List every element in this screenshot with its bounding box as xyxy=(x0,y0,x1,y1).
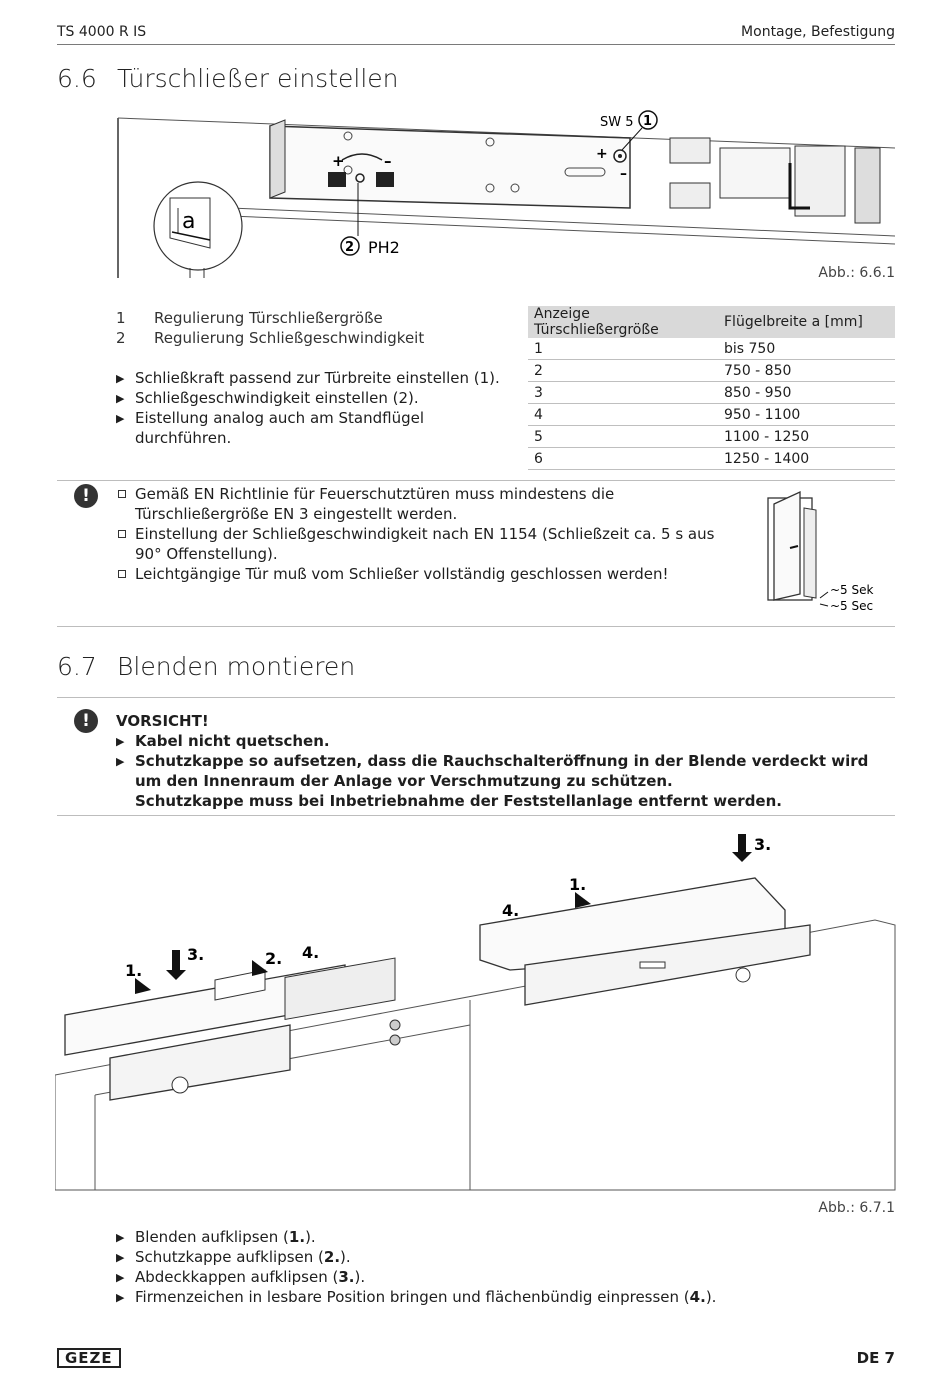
step-item: ▶ Blenden aufklipsen (1.). xyxy=(116,1227,886,1247)
step-label-1-left: 1. xyxy=(125,961,143,980)
minus-plus-left: + xyxy=(332,152,345,170)
notice-bottom-rule xyxy=(57,626,895,627)
step-item: ▶ Schließgeschwindigkeit einstellen (2). xyxy=(116,388,516,408)
notice-item: Gemäß EN Richtlinie für Feuerschutztüren muss mindestens die Türschließergröße EN 3 eingestellt werden. xyxy=(116,484,716,524)
geze-logo: GEZE xyxy=(57,1348,121,1368)
table-row: 4 950 - 1100 xyxy=(528,404,895,426)
notice-list xyxy=(116,484,716,584)
door-time-en: ~5 Sec xyxy=(830,599,874,613)
table-row: 6 1250 - 1400 xyxy=(528,448,895,470)
step-item: ▶ Abdeckkappen aufklipsen (3.). xyxy=(116,1267,886,1287)
callout-2: 2 xyxy=(345,240,355,255)
page-number: DE 7 xyxy=(856,1349,895,1367)
legend-item: 1 Regulierung Türschließergröße xyxy=(116,309,383,327)
table-row: 1 bis 750 xyxy=(528,338,895,360)
callout-1: 1 xyxy=(643,114,653,129)
width-a-label: a xyxy=(182,209,196,234)
notice-item: Einstellung der Schließgeschwindigkeit nach EN 1154 (Schließzeit ca. 5 s aus 90° Offenstellung). xyxy=(116,524,716,564)
notice-item: Leichtgängige Tür muß vom Schließer vollständig geschlossen werden! xyxy=(116,564,716,584)
notice-top-rule xyxy=(57,480,895,481)
warning-icon: ! xyxy=(74,484,98,508)
step-item: ▶ Schutzkappe aufklipsen (2.). xyxy=(116,1247,886,1267)
section-67-steps xyxy=(116,1227,886,1307)
sw5-label: SW 5 xyxy=(600,115,634,130)
section-66-title xyxy=(57,64,399,93)
warning-icon: ! xyxy=(74,709,98,733)
table-row: 2 750 - 850 xyxy=(528,360,895,382)
section-67-number: 6.7 xyxy=(57,652,97,681)
caution-title: VORSICHT! xyxy=(116,712,209,730)
figure-671-caption: Abb.: 6.7.1 xyxy=(818,1200,895,1216)
size-plus: + xyxy=(596,146,608,162)
step-item: ▶ Schließkraft passend zur Türbreite einstellen (1). xyxy=(116,368,516,388)
closer-size-table xyxy=(528,306,895,470)
section-66-number: 6.6 xyxy=(57,64,97,93)
header-chapter: Montage, Befestigung xyxy=(741,24,895,40)
door-closing-figure xyxy=(760,488,890,616)
ph2-label: PH2 xyxy=(368,238,400,257)
caution-top-rule xyxy=(57,697,895,698)
step-label-1-right: 1. xyxy=(569,875,587,894)
header-rule xyxy=(57,44,895,45)
header-doc-title: TS 4000 R IS xyxy=(57,24,147,40)
closer-adjustment-figure xyxy=(110,108,900,283)
table-header: Flügelbreite a [mm] xyxy=(718,306,895,338)
step-item: ▶ Firmenzeichen in lesbare Position bringen und flächenbündig einpressen (4.). xyxy=(116,1287,886,1307)
legend-item: 2 Regulierung Schließgeschwindigkeit xyxy=(116,329,425,347)
caution-item: ▶ Schutzkappe so aufsetzen, dass die Rauchschalteröffnung in der Blende verdeckt wird um den Innenraum der Anlage vor Verschmutzung zu schützen. xyxy=(116,751,891,791)
door-time-de: ~5 Sek xyxy=(830,583,874,597)
cover-mounting-figure xyxy=(55,830,900,1200)
figure-661-caption: Abb.: 6.6.1 xyxy=(818,265,895,281)
step-label-4-right: 4. xyxy=(502,901,520,920)
step-item: ▶ Eistellung analog auch am Standflügel durchführen. xyxy=(116,408,516,448)
table-row: 3 850 - 950 xyxy=(528,382,895,404)
caution-bottom-rule xyxy=(57,815,895,816)
caution-item: Schutzkappe muss bei Inbetriebnahme der Feststellanlage entfernt werden. xyxy=(135,792,782,810)
step-label-4-left: 4. xyxy=(302,943,320,962)
section-66-steps xyxy=(116,368,516,448)
section-66-title-text: Türschließer einstellen xyxy=(117,64,399,93)
step-label-2-left: 2. xyxy=(265,949,283,968)
caution-item: ▶ Kabel nicht quetschen. xyxy=(116,731,891,751)
table-header: Anzeige Türschließergröße xyxy=(528,306,718,338)
table-row: 5 1100 - 1250 xyxy=(528,426,895,448)
step-label-3-right: 3. xyxy=(754,835,772,854)
minus-right: – xyxy=(384,152,392,170)
size-minus: – xyxy=(620,166,627,182)
section-67-title-text: Blenden montieren xyxy=(117,652,356,681)
caution-list xyxy=(116,731,891,811)
step-label-3-left: 3. xyxy=(187,945,205,964)
section-67-title xyxy=(57,652,355,681)
